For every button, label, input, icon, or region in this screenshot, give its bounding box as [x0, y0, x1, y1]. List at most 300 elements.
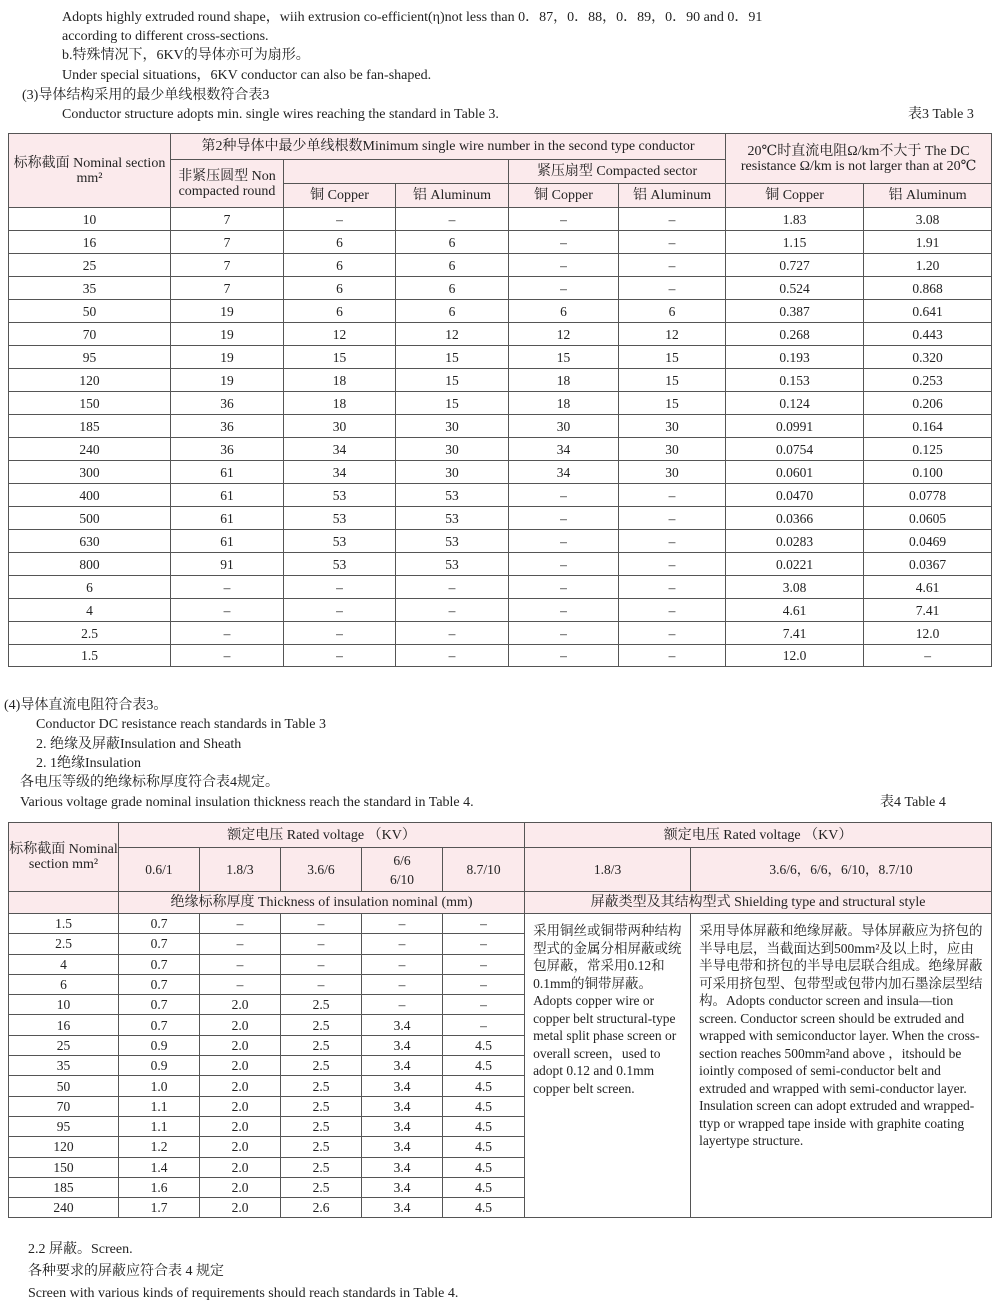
- cell-aluminum: –: [396, 599, 509, 622]
- cell-compact-aluminum: –: [619, 484, 726, 507]
- voltage-6-6-6-10-label: 6/6 6/10: [389, 852, 414, 887]
- cell-dc-aluminum: 0.206: [864, 392, 992, 415]
- cell-thickness-6-6: 3.4: [362, 1157, 443, 1177]
- intro-line-2: according to different cross-sections.: [62, 29, 269, 44]
- cell-nominal-section: 630: [9, 530, 171, 553]
- cell-nominal-section: 2.5: [9, 934, 119, 954]
- cell-thickness-0-6-1: 0.7: [119, 995, 200, 1015]
- cell-compact-aluminum: –: [619, 553, 726, 576]
- table-row: [9, 461, 992, 484]
- cell-dc-aluminum: 0.0778: [864, 484, 992, 507]
- cell-compact-aluminum: 15: [619, 369, 726, 392]
- cell-compact-aluminum: –: [619, 599, 726, 622]
- cell-dc-aluminum: 0.443: [864, 323, 992, 346]
- cell-thickness-3-6-6: 2.5: [281, 1116, 362, 1136]
- cell-compact-aluminum: –: [619, 645, 726, 667]
- cell-nominal-section: 4: [9, 599, 171, 622]
- header-aluminum: 铝 Aluminum: [619, 184, 726, 208]
- cell-dc-copper: 0.0470: [726, 484, 864, 507]
- cell-thickness-6-6: 3.4: [362, 1096, 443, 1116]
- cell-thickness-6-6: 3.4: [362, 1198, 443, 1218]
- cell-aluminum: 53: [396, 553, 509, 576]
- cell-thickness-0-6-1: 0.9: [119, 1056, 200, 1076]
- cell-nominal-section: 50: [9, 300, 171, 323]
- cell-thickness-6-6: 3.4: [362, 1137, 443, 1157]
- cell-dc-copper: 0.124: [726, 392, 864, 415]
- cell-thickness-6-6: 3.4: [362, 1116, 443, 1136]
- cell-thickness-8-7-10: 4.5: [443, 1116, 525, 1136]
- cell-copper: 34: [284, 438, 396, 461]
- cell-thickness-1-8-3: 2.0: [200, 1198, 281, 1218]
- cell-dc-aluminum: 0.320: [864, 346, 992, 369]
- cell-compact-copper: –: [509, 553, 619, 576]
- cell-non-compacted: 36: [171, 392, 284, 415]
- cell-nominal-section: 16: [9, 231, 171, 254]
- cell-thickness-3-6-6: 2.5: [281, 1015, 362, 1035]
- cell-aluminum: 6: [396, 254, 509, 277]
- cell-non-compacted: 19: [171, 300, 284, 323]
- cell-nominal-section: 2.5: [9, 622, 171, 645]
- cell-nominal-section: 300: [9, 461, 171, 484]
- cell-copper: 18: [284, 392, 396, 415]
- cell-dc-copper: 4.61: [726, 599, 864, 622]
- cell-thickness-6-6: 3.4: [362, 1035, 443, 1055]
- cell-thickness-1-8-3: 2.0: [200, 1177, 281, 1197]
- cell-dc-aluminum: 0.868: [864, 277, 992, 300]
- cell-aluminum: 30: [396, 438, 509, 461]
- cell-compact-copper: 18: [509, 392, 619, 415]
- cell-thickness-0-6-1: 0.7: [119, 914, 200, 934]
- cell-thickness-0-6-1: 1.1: [119, 1096, 200, 1116]
- cell-thickness-1-8-3: –: [200, 934, 281, 954]
- voltage-6-6-6-10: [362, 848, 443, 892]
- cell-nominal-section: 95: [9, 1116, 119, 1136]
- cell-compact-aluminum: –: [619, 530, 726, 553]
- cell-thickness-1-8-3: 2.0: [200, 1056, 281, 1076]
- cell-thickness-1-8-3: 2.0: [200, 1096, 281, 1116]
- cell-thickness-8-7-10: –: [443, 1015, 525, 1035]
- cell-compact-aluminum: 30: [619, 461, 726, 484]
- cell-nominal-section: 240: [9, 438, 171, 461]
- cell-thickness-3-6-6: 2.5: [281, 1157, 362, 1177]
- mid-line-2: Conductor DC resistance reach standards in Table 3: [36, 717, 326, 732]
- cell-thickness-3-6-6: –: [281, 974, 362, 994]
- cell-copper: 53: [284, 553, 396, 576]
- cell-aluminum: 12: [396, 323, 509, 346]
- cell-dc-copper: 0.0754: [726, 438, 864, 461]
- footer-line-1: 2.2 屏蔽。Screen.: [28, 1242, 133, 1257]
- cell-compact-aluminum: –: [619, 231, 726, 254]
- cell-thickness-1-8-3: 2.0: [200, 995, 281, 1015]
- table-row: [9, 576, 992, 599]
- cell-compact-aluminum: 12: [619, 323, 726, 346]
- cell-compact-aluminum: 6: [619, 300, 726, 323]
- header-copper: 铜 Copper: [726, 184, 864, 208]
- cell-nominal-section: 25: [9, 254, 171, 277]
- header-rated-voltage-right: 额定电压 Rated voltage （KV）: [525, 823, 992, 848]
- table-row: [9, 231, 992, 254]
- intro-line-4: Under special situations，6KV conductor can also be fan-shaped.: [62, 68, 432, 83]
- header-nominal-section: 标称截面 Nominal section mm²: [9, 823, 119, 892]
- cell-nominal-section: 95: [9, 346, 171, 369]
- cell-dc-copper: 0.153: [726, 369, 864, 392]
- cell-non-compacted: 19: [171, 369, 284, 392]
- cell-thickness-1-8-3: 2.0: [200, 1137, 281, 1157]
- header-shielding-type: 屏蔽类型及其结构型式 Shielding type and structural style: [525, 892, 992, 914]
- cell-compact-copper: –: [509, 645, 619, 667]
- cell-compact-aluminum: –: [619, 576, 726, 599]
- cell-thickness-0-6-1: 1.7: [119, 1198, 200, 1218]
- cell-thickness-8-7-10: 4.5: [443, 1198, 525, 1218]
- cell-copper: –: [284, 576, 396, 599]
- cell-dc-copper: 0.0366: [726, 507, 864, 530]
- cell-thickness-6-6: 3.4: [362, 1056, 443, 1076]
- cell-nominal-section: 150: [9, 1157, 119, 1177]
- cell-nominal-section: 4: [9, 954, 119, 974]
- voltage-3-6-6: 3.6/6: [281, 848, 362, 892]
- cell-nominal-section: 16: [9, 1015, 119, 1035]
- cell-copper: 53: [284, 530, 396, 553]
- table-row: [9, 369, 992, 392]
- table-row: [9, 622, 992, 645]
- cell-compact-copper: 6: [509, 300, 619, 323]
- header-aluminum: 铝 Aluminum: [864, 184, 992, 208]
- cell-thickness-8-7-10: 4.5: [443, 1096, 525, 1116]
- cell-thickness-0-6-1: 1.1: [119, 1116, 200, 1136]
- cell-thickness-8-7-10: –: [443, 954, 525, 974]
- cell-thickness-0-6-1: 1.6: [119, 1177, 200, 1197]
- cell-nominal-section: 35: [9, 277, 171, 300]
- cell-dc-aluminum: 1.91: [864, 231, 992, 254]
- cell-dc-aluminum: 0.125: [864, 438, 992, 461]
- cell-thickness-0-6-1: 0.7: [119, 974, 200, 994]
- cell-dc-aluminum: 0.0605: [864, 507, 992, 530]
- cell-dc-copper: 0.387: [726, 300, 864, 323]
- cell-dc-aluminum: 0.641: [864, 300, 992, 323]
- mid-line-4: 2. 1绝缘Insulation: [36, 756, 141, 771]
- voltage-right-1-8-3: 1.8/3: [525, 848, 691, 892]
- cell-non-compacted: 36: [171, 438, 284, 461]
- cell-copper: 12: [284, 323, 396, 346]
- cell-aluminum: 30: [396, 461, 509, 484]
- table-row: [9, 599, 992, 622]
- cell-aluminum: –: [396, 576, 509, 599]
- table-row: [9, 208, 992, 231]
- cell-compact-copper: 15: [509, 346, 619, 369]
- intro-line-3: b.特殊情况下，6KV的导体亦可为扇形。: [62, 48, 310, 63]
- header-aluminum: 铝 Aluminum: [396, 184, 509, 208]
- cell-thickness-6-6: 3.4: [362, 1076, 443, 1096]
- cell-thickness-6-6: –: [362, 974, 443, 994]
- header-dc-resistance: 20℃时直流电阻Ω/km不大于 The DC resistance Ω/km is not larger than at 20℃: [726, 134, 992, 184]
- cell-non-compacted: 7: [171, 208, 284, 231]
- table-row: [9, 507, 992, 530]
- cell-thickness-0-6-1: 1.0: [119, 1076, 200, 1096]
- table-row: [9, 553, 992, 576]
- cell-thickness-6-6: 3.4: [362, 1177, 443, 1197]
- cell-dc-aluminum: 0.253: [864, 369, 992, 392]
- cell-thickness-1-8-3: 2.0: [200, 1035, 281, 1055]
- cell-dc-copper: 0.524: [726, 277, 864, 300]
- table-row: [9, 484, 992, 507]
- table-row: [9, 914, 992, 934]
- header-non-compacted-round: 非紧压圆型 Non compacted round: [171, 160, 284, 208]
- cell-copper: 53: [284, 507, 396, 530]
- cell-thickness-1-8-3: 2.0: [200, 1076, 281, 1096]
- cell-dc-copper: 0.0991: [726, 415, 864, 438]
- footer-line-2: 各种要求的屏蔽应符合表 4 规定: [28, 1264, 224, 1279]
- cell-thickness-8-7-10: –: [443, 934, 525, 954]
- cell-dc-copper: 0.727: [726, 254, 864, 277]
- cell-aluminum: –: [396, 208, 509, 231]
- cell-compact-copper: –: [509, 231, 619, 254]
- cell-thickness-1-8-3: 2.0: [200, 1157, 281, 1177]
- cell-thickness-8-7-10: 4.5: [443, 1157, 525, 1177]
- cell-compact-copper: –: [509, 576, 619, 599]
- cell-dc-copper: 1.15: [726, 231, 864, 254]
- cell-aluminum: 15: [396, 392, 509, 415]
- cell-copper: 6: [284, 231, 396, 254]
- cell-thickness-1-8-3: –: [200, 974, 281, 994]
- cell-thickness-3-6-6: 2.5: [281, 995, 362, 1015]
- cell-non-compacted: –: [171, 645, 284, 667]
- cell-compact-copper: –: [509, 254, 619, 277]
- cell-non-compacted: –: [171, 576, 284, 599]
- cell-compact-copper: 18: [509, 369, 619, 392]
- table-row: [9, 254, 992, 277]
- cell-non-compacted: 7: [171, 277, 284, 300]
- cell-compact-aluminum: 15: [619, 346, 726, 369]
- cell-nominal-section: 10: [9, 995, 119, 1015]
- cell-copper: 6: [284, 300, 396, 323]
- header-copper: 铜 Copper: [284, 184, 396, 208]
- table-4: [8, 822, 992, 1218]
- cell-non-compacted: 19: [171, 346, 284, 369]
- cell-aluminum: 15: [396, 369, 509, 392]
- cell-compact-copper: 34: [509, 461, 619, 484]
- cell-dc-aluminum: 4.61: [864, 576, 992, 599]
- cell-dc-aluminum: 1.20: [864, 254, 992, 277]
- cell-thickness-0-6-1: 1.4: [119, 1157, 200, 1177]
- mid-line-6: Various voltage grade nominal insulation thickness reach the standard in Table 4.: [20, 795, 474, 810]
- cell-aluminum: 6: [396, 277, 509, 300]
- cell-nominal-section: 120: [9, 369, 171, 392]
- cell-nominal-section: 800: [9, 553, 171, 576]
- mid-line-1: (4)导体直流电阻符合表3。: [4, 698, 168, 713]
- cell-dc-copper: 12.0: [726, 645, 864, 667]
- voltage-right-group: 3.6/6，6/6，6/10，8.7/10: [691, 848, 992, 892]
- intro-line-1: Adopts highly extruded round shape，wiih extrusion co-efficient(η)not less than 0．87，0．88，0．89，0．90 and 0．91: [62, 10, 763, 25]
- cell-nominal-section: 185: [9, 415, 171, 438]
- footer-line-3: Screen with various kinds of requirements should reach standards in Table 4.: [28, 1286, 459, 1301]
- cell-non-compacted: 36: [171, 415, 284, 438]
- cell-copper: 30: [284, 415, 396, 438]
- cell-nominal-section: 6: [9, 576, 171, 599]
- cell-thickness-3-6-6: –: [281, 934, 362, 954]
- header-rated-voltage-left: 额定电压 Rated voltage （KV）: [119, 823, 525, 848]
- cell-thickness-3-6-6: 2.6: [281, 1198, 362, 1218]
- cell-aluminum: 53: [396, 530, 509, 553]
- cell-nominal-section: 150: [9, 392, 171, 415]
- cell-nominal-section: 185: [9, 1177, 119, 1197]
- table-row: [9, 530, 992, 553]
- mid-line-3: 2. 绝缘及屏蔽Insulation and Sheath: [36, 737, 242, 752]
- cell-compact-aluminum: 30: [619, 415, 726, 438]
- cell-compact-copper: 12: [509, 323, 619, 346]
- cell-thickness-8-7-10: 4.5: [443, 1137, 525, 1157]
- cell-aluminum: 53: [396, 507, 509, 530]
- header-blank: [9, 892, 119, 914]
- cell-dc-copper: 1.83: [726, 208, 864, 231]
- cell-nominal-section: 500: [9, 507, 171, 530]
- cell-thickness-6-6: –: [362, 934, 443, 954]
- mid-line-5: 各电压等级的绝缘标称厚度符合表4规定。: [20, 775, 279, 790]
- table-row: [9, 300, 992, 323]
- cell-thickness-3-6-6: 2.5: [281, 1056, 362, 1076]
- cell-nominal-section: 400: [9, 484, 171, 507]
- cell-thickness-6-6: –: [362, 914, 443, 934]
- table-row: [9, 346, 992, 369]
- cell-nominal-section: 50: [9, 1076, 119, 1096]
- table-row: [9, 323, 992, 346]
- cell-thickness-8-7-10: –: [443, 995, 525, 1015]
- cell-compact-aluminum: –: [619, 277, 726, 300]
- cell-aluminum: 53: [396, 484, 509, 507]
- voltage-1-8-3: 1.8/3: [200, 848, 281, 892]
- cell-thickness-8-7-10: 4.5: [443, 1035, 525, 1055]
- cell-copper: 34: [284, 461, 396, 484]
- cell-thickness-0-6-1: 0.9: [119, 1035, 200, 1055]
- cell-thickness-1-8-3: 2.0: [200, 1015, 281, 1035]
- cell-aluminum: 6: [396, 231, 509, 254]
- cell-copper: 6: [284, 254, 396, 277]
- cell-dc-aluminum: 3.08: [864, 208, 992, 231]
- cell-nominal-section: 35: [9, 1056, 119, 1076]
- cell-dc-aluminum: 7.41: [864, 599, 992, 622]
- voltage-0-6-1: 0.6/1: [119, 848, 200, 892]
- table-3: [8, 133, 992, 667]
- cell-thickness-0-6-1: 0.7: [119, 954, 200, 974]
- cell-thickness-3-6-6: –: [281, 914, 362, 934]
- cell-thickness-3-6-6: 2.5: [281, 1177, 362, 1197]
- cell-thickness-6-6: 3.4: [362, 1015, 443, 1035]
- cell-thickness-1-8-3: –: [200, 954, 281, 974]
- header-copper: 铜 Copper: [509, 184, 619, 208]
- cell-thickness-3-6-6: 2.5: [281, 1035, 362, 1055]
- cell-thickness-1-8-3: 2.0: [200, 1116, 281, 1136]
- table-row: [9, 277, 992, 300]
- cell-dc-copper: 0.0283: [726, 530, 864, 553]
- cell-compact-aluminum: –: [619, 254, 726, 277]
- cell-compact-aluminum: –: [619, 507, 726, 530]
- cell-thickness-8-7-10: 4.5: [443, 1076, 525, 1096]
- cell-dc-aluminum: 0.100: [864, 461, 992, 484]
- cell-dc-aluminum: 12.0: [864, 622, 992, 645]
- cell-nominal-section: 70: [9, 323, 171, 346]
- cell-copper: 53: [284, 484, 396, 507]
- voltage-8-7-10: 8.7/10: [443, 848, 525, 892]
- cell-thickness-8-7-10: –: [443, 974, 525, 994]
- intro-line-6: Conductor structure adopts min. single wires reaching the standard in Table 3.: [62, 107, 499, 122]
- cell-thickness-8-7-10: 4.5: [443, 1056, 525, 1076]
- cell-compact-aluminum: 30: [619, 438, 726, 461]
- cell-compact-copper: –: [509, 507, 619, 530]
- table3-label: 表3 Table 3: [908, 107, 974, 122]
- table4-label: 表4 Table 4: [880, 795, 946, 810]
- cell-copper: 6: [284, 277, 396, 300]
- cell-thickness-3-6-6: –: [281, 954, 362, 974]
- cell-thickness-6-6: –: [362, 995, 443, 1015]
- cell-copper: –: [284, 622, 396, 645]
- cell-dc-aluminum: 0.164: [864, 415, 992, 438]
- cell-aluminum: 6: [396, 300, 509, 323]
- cell-non-compacted: –: [171, 622, 284, 645]
- table-row: [9, 415, 992, 438]
- cell-aluminum: –: [396, 622, 509, 645]
- cell-nominal-section: 120: [9, 1137, 119, 1157]
- header-min-wire-number: 第2种导体中最少单线根数Minimum single wire number in the second type conductor: [171, 134, 726, 160]
- cell-dc-aluminum: –: [864, 645, 992, 667]
- header-blank: [284, 160, 509, 184]
- table-row: [9, 392, 992, 415]
- cell-thickness-1-8-3: –: [200, 914, 281, 934]
- cell-aluminum: 30: [396, 415, 509, 438]
- cell-compact-copper: –: [509, 599, 619, 622]
- cell-thickness-8-7-10: 4.5: [443, 1177, 525, 1197]
- cell-compact-aluminum: 15: [619, 392, 726, 415]
- cell-nominal-section: 6: [9, 974, 119, 994]
- cell-aluminum: –: [396, 645, 509, 667]
- cell-nominal-section: 240: [9, 1198, 119, 1218]
- cell-thickness-0-6-1: 0.7: [119, 934, 200, 954]
- cell-compact-copper: –: [509, 530, 619, 553]
- cell-dc-copper: 0.0221: [726, 553, 864, 576]
- cell-compact-copper: 34: [509, 438, 619, 461]
- cell-thickness-3-6-6: 2.5: [281, 1096, 362, 1116]
- cell-thickness-6-6: –: [362, 954, 443, 974]
- cell-thickness-8-7-10: –: [443, 914, 525, 934]
- header-nominal-section: 标称截面 Nominal section mm²: [9, 134, 171, 208]
- cell-copper: –: [284, 208, 396, 231]
- shield-description-right: 采用导体屏蔽和绝缘屏蔽。导体屏蔽应为挤包的半导电层，当截面达到500mm²及以上时，应由半导电带和挤包的半导电层联合组成。绝缘屏蔽可采用挤包型、包带型或包带内加石墨涂层型结构。Adopts conductor screen and insula—tion screen. Conductor screen should be extruded and wrapped with semiconductor layer. When the cross-section reaches 500mm²and above ，itshould be iointly composed of semi-conductor belt and extruded and wrapped with semi-conductor layer. Insulation screen can adopt extruded and wrapped-ttyp or wrapped tape inside with graphite coating layertype structure.: [691, 914, 992, 1218]
- cell-nominal-section: 70: [9, 1096, 119, 1116]
- cell-copper: –: [284, 645, 396, 667]
- cell-compact-copper: 30: [509, 415, 619, 438]
- cell-non-compacted: 19: [171, 323, 284, 346]
- header-insulation-thickness: 绝缘标称厚度 Thickness of insulation nominal (mm): [119, 892, 525, 914]
- cell-non-compacted: –: [171, 599, 284, 622]
- cell-thickness-0-6-1: 1.2: [119, 1137, 200, 1157]
- cell-nominal-section: 1.5: [9, 645, 171, 667]
- cell-thickness-3-6-6: 2.5: [281, 1137, 362, 1157]
- table-row: [9, 645, 992, 667]
- cell-dc-copper: 3.08: [726, 576, 864, 599]
- cell-dc-copper: 0.268: [726, 323, 864, 346]
- cell-nominal-section: 10: [9, 208, 171, 231]
- cell-non-compacted: 91: [171, 553, 284, 576]
- intro-line-5: (3)导体结构采用的最少单线根数符合表3: [22, 88, 270, 103]
- cell-copper: 18: [284, 369, 396, 392]
- cell-copper: 15: [284, 346, 396, 369]
- cell-thickness-0-6-1: 0.7: [119, 1015, 200, 1035]
- cell-nominal-section: 25: [9, 1035, 119, 1055]
- cell-non-compacted: 61: [171, 461, 284, 484]
- header-compacted-sector: 紧压扇型 Compacted sector: [509, 160, 726, 184]
- cell-non-compacted: 7: [171, 254, 284, 277]
- cell-dc-copper: 7.41: [726, 622, 864, 645]
- cell-thickness-3-6-6: 2.5: [281, 1076, 362, 1096]
- cell-dc-copper: 0.193: [726, 346, 864, 369]
